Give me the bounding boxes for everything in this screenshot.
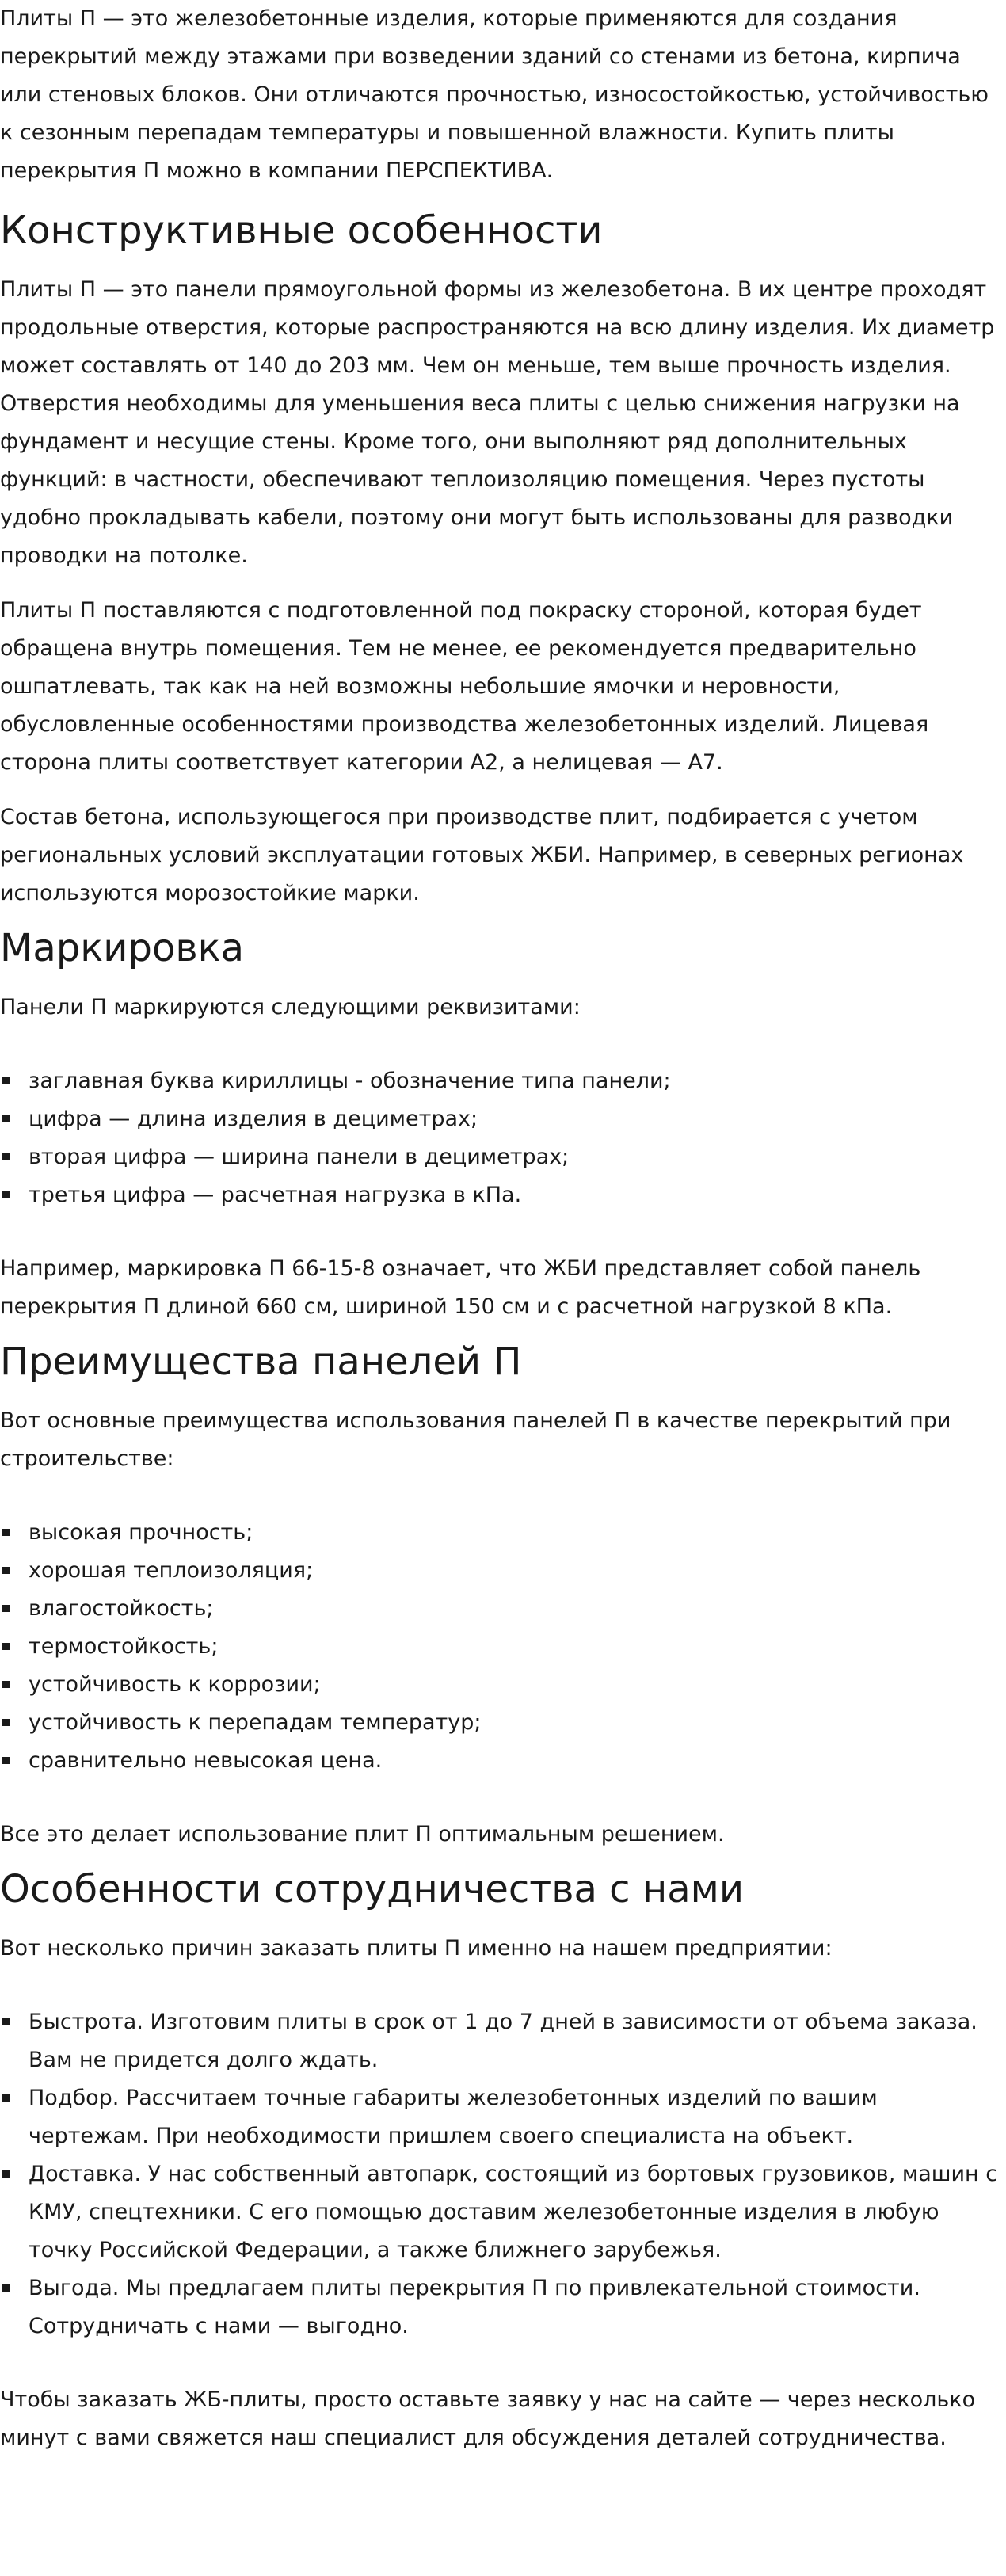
list-item: Выгода. Мы предлагаем плиты перекрытия П по привлекательной стоимости. Сотрудничать с нами — выгодно. (0, 2269, 1004, 2345)
list-item: высокая прочность; (0, 1514, 1004, 1552)
list-item: Подбор. Рассчитаем точные габариты железобетонных изделий по вашим чертежам. При необходимости пришлем своего специалиста на объект. (0, 2079, 1004, 2155)
bullet-icon (2, 1077, 10, 1084)
heading-features: Конструктивные особенности (0, 208, 603, 253)
bullet-icon (2, 1719, 10, 1726)
intro-paragraph: Плиты П — это железобетонные изделия, которые применяются для создания перекрытий между этажами при возведении зданий со стенами из бетона, кирпича или стеновых блоков. Они отличаются прочностью, износостойкостью, устойчивостью к сезонным перепадам температуры и повышенной влажности. Купить плиты перекрытия П можно в компании ПЕРСПЕКТИВА. (0, 6, 989, 183)
features-paragraph-3: Состав бетона, использующегося при производстве плит, подбирается с учетом региональных условий эксплуатации готовых ЖБИ. Например, в северных регионах используются морозостойкие марки. (0, 805, 964, 905)
list-item: устойчивость к коррозии; (0, 1666, 1004, 1704)
cooperation-list (0, 2003, 1004, 2345)
list-item: влагостойкость; (0, 1590, 1004, 1628)
advantages-tail: Все это делает использование плит П оптимальным решением. (0, 1822, 725, 1846)
advantages-list (0, 1514, 1004, 1780)
features-paragraph-2: Плиты П поставляются с подготовленной под покраску стороной, которая будет обращена внутрь помещения. Тем не менее, ее рекомендуется предварительно ошпатлевать, так как на ней возможны небольшие ямочки и неровности, обусловленные особенностями производства железобетонных изделий. Лицевая сторона плиты соответствует категории А2, а нелицевая — А7. (0, 598, 929, 775)
bullet-icon (2, 1115, 10, 1122)
bullet-icon (2, 2170, 10, 2178)
bullet-icon (2, 1605, 10, 1612)
heading-advantages: Преимущества панелей П (0, 1339, 522, 1384)
list-item: сравнительно невысокая цена. (0, 1742, 1004, 1780)
list-item: третья цифра — расчетная нагрузка в кПа. (0, 1176, 1004, 1214)
bullet-icon (2, 1153, 10, 1160)
bullet-icon (2, 1529, 10, 1536)
cooperation-tail: Чтобы заказать ЖБ-плиты, просто оставьте заявку у нас на сайте — через несколько минут с вами свяжется наш специалист для обсуждения деталей сотрудничества. (0, 2387, 976, 2450)
list-item: хорошая теплоизоляция; (0, 1552, 1004, 1590)
bullet-icon (2, 1191, 10, 1198)
list-item: вторая цифра — ширина панели в дециметрах; (0, 1138, 1004, 1176)
list-item: Доставка. У нас собственный автопарк, состоящий из бортовых грузовиков, машин с КМУ, спецтехники. С его помощью доставим железобетонные изделия в любую точку Российской Федерации, а также ближнего зарубежья. (0, 2155, 1004, 2269)
cooperation-lead: Вот несколько причин заказать плиты П именно на нашем предприятии: (0, 1936, 833, 1961)
list-item: заглавная буква кириллицы - обозначение типа панели; (0, 1062, 1004, 1100)
heading-marking: Маркировка (0, 926, 245, 970)
marking-tail: Например, маркировка П 66-15-8 означает, что ЖБИ представляет собой панель перекрытия П длиной 660 см, шириной 150 см и с расчетной нагрузкой 8 кПа. (0, 1256, 921, 1319)
bullet-icon (2, 1681, 10, 1688)
bullet-icon (2, 1567, 10, 1574)
features-paragraph-1: Плиты П — это панели прямоугольной формы из железобетона. В их центре проходят продольные отверстия, которые распространяются на всю длину изделия. Их диаметр может составлять от 140 до 203 мм. Чем он меньше, тем выше прочность изделия. Отверстия необходимы для уменьшения веса плиты с целью снижения нагрузки на фундамент и несущие стены. Кроме того, они выполняют ряд дополнительных функций: в частности, обеспечивают теплоизоляцию помещения. Через пустоты удобно прокладывать кабели, поэтому они могут быть использованы для разводки проводки на потолке. (0, 277, 995, 568)
advantages-lead: Вот основные преимущества использования панелей П в качестве перекрытий при строительстве: (0, 1408, 951, 1471)
heading-cooperation: Особенности сотрудничества с нами (0, 1867, 745, 1911)
bullet-icon (2, 1757, 10, 1764)
bullet-icon (2, 1643, 10, 1650)
marking-lead: Панели П маркируются следующими реквизитами: (0, 995, 581, 1019)
list-item: термостойкость; (0, 1628, 1004, 1666)
bullet-icon (2, 2284, 10, 2292)
list-item: устойчивость к перепадам температур; (0, 1704, 1004, 1742)
bullet-icon (2, 2094, 10, 2102)
list-item: Быстрота. Изготовим плиты в срок от 1 до 7 дней в зависимости от объема заказа. Вам не придется долго ждать. (0, 2003, 1004, 2079)
marking-list (0, 1062, 1004, 1214)
list-item: цифра — длина изделия в дециметрах; (0, 1100, 1004, 1138)
bullet-icon (2, 2018, 10, 2025)
